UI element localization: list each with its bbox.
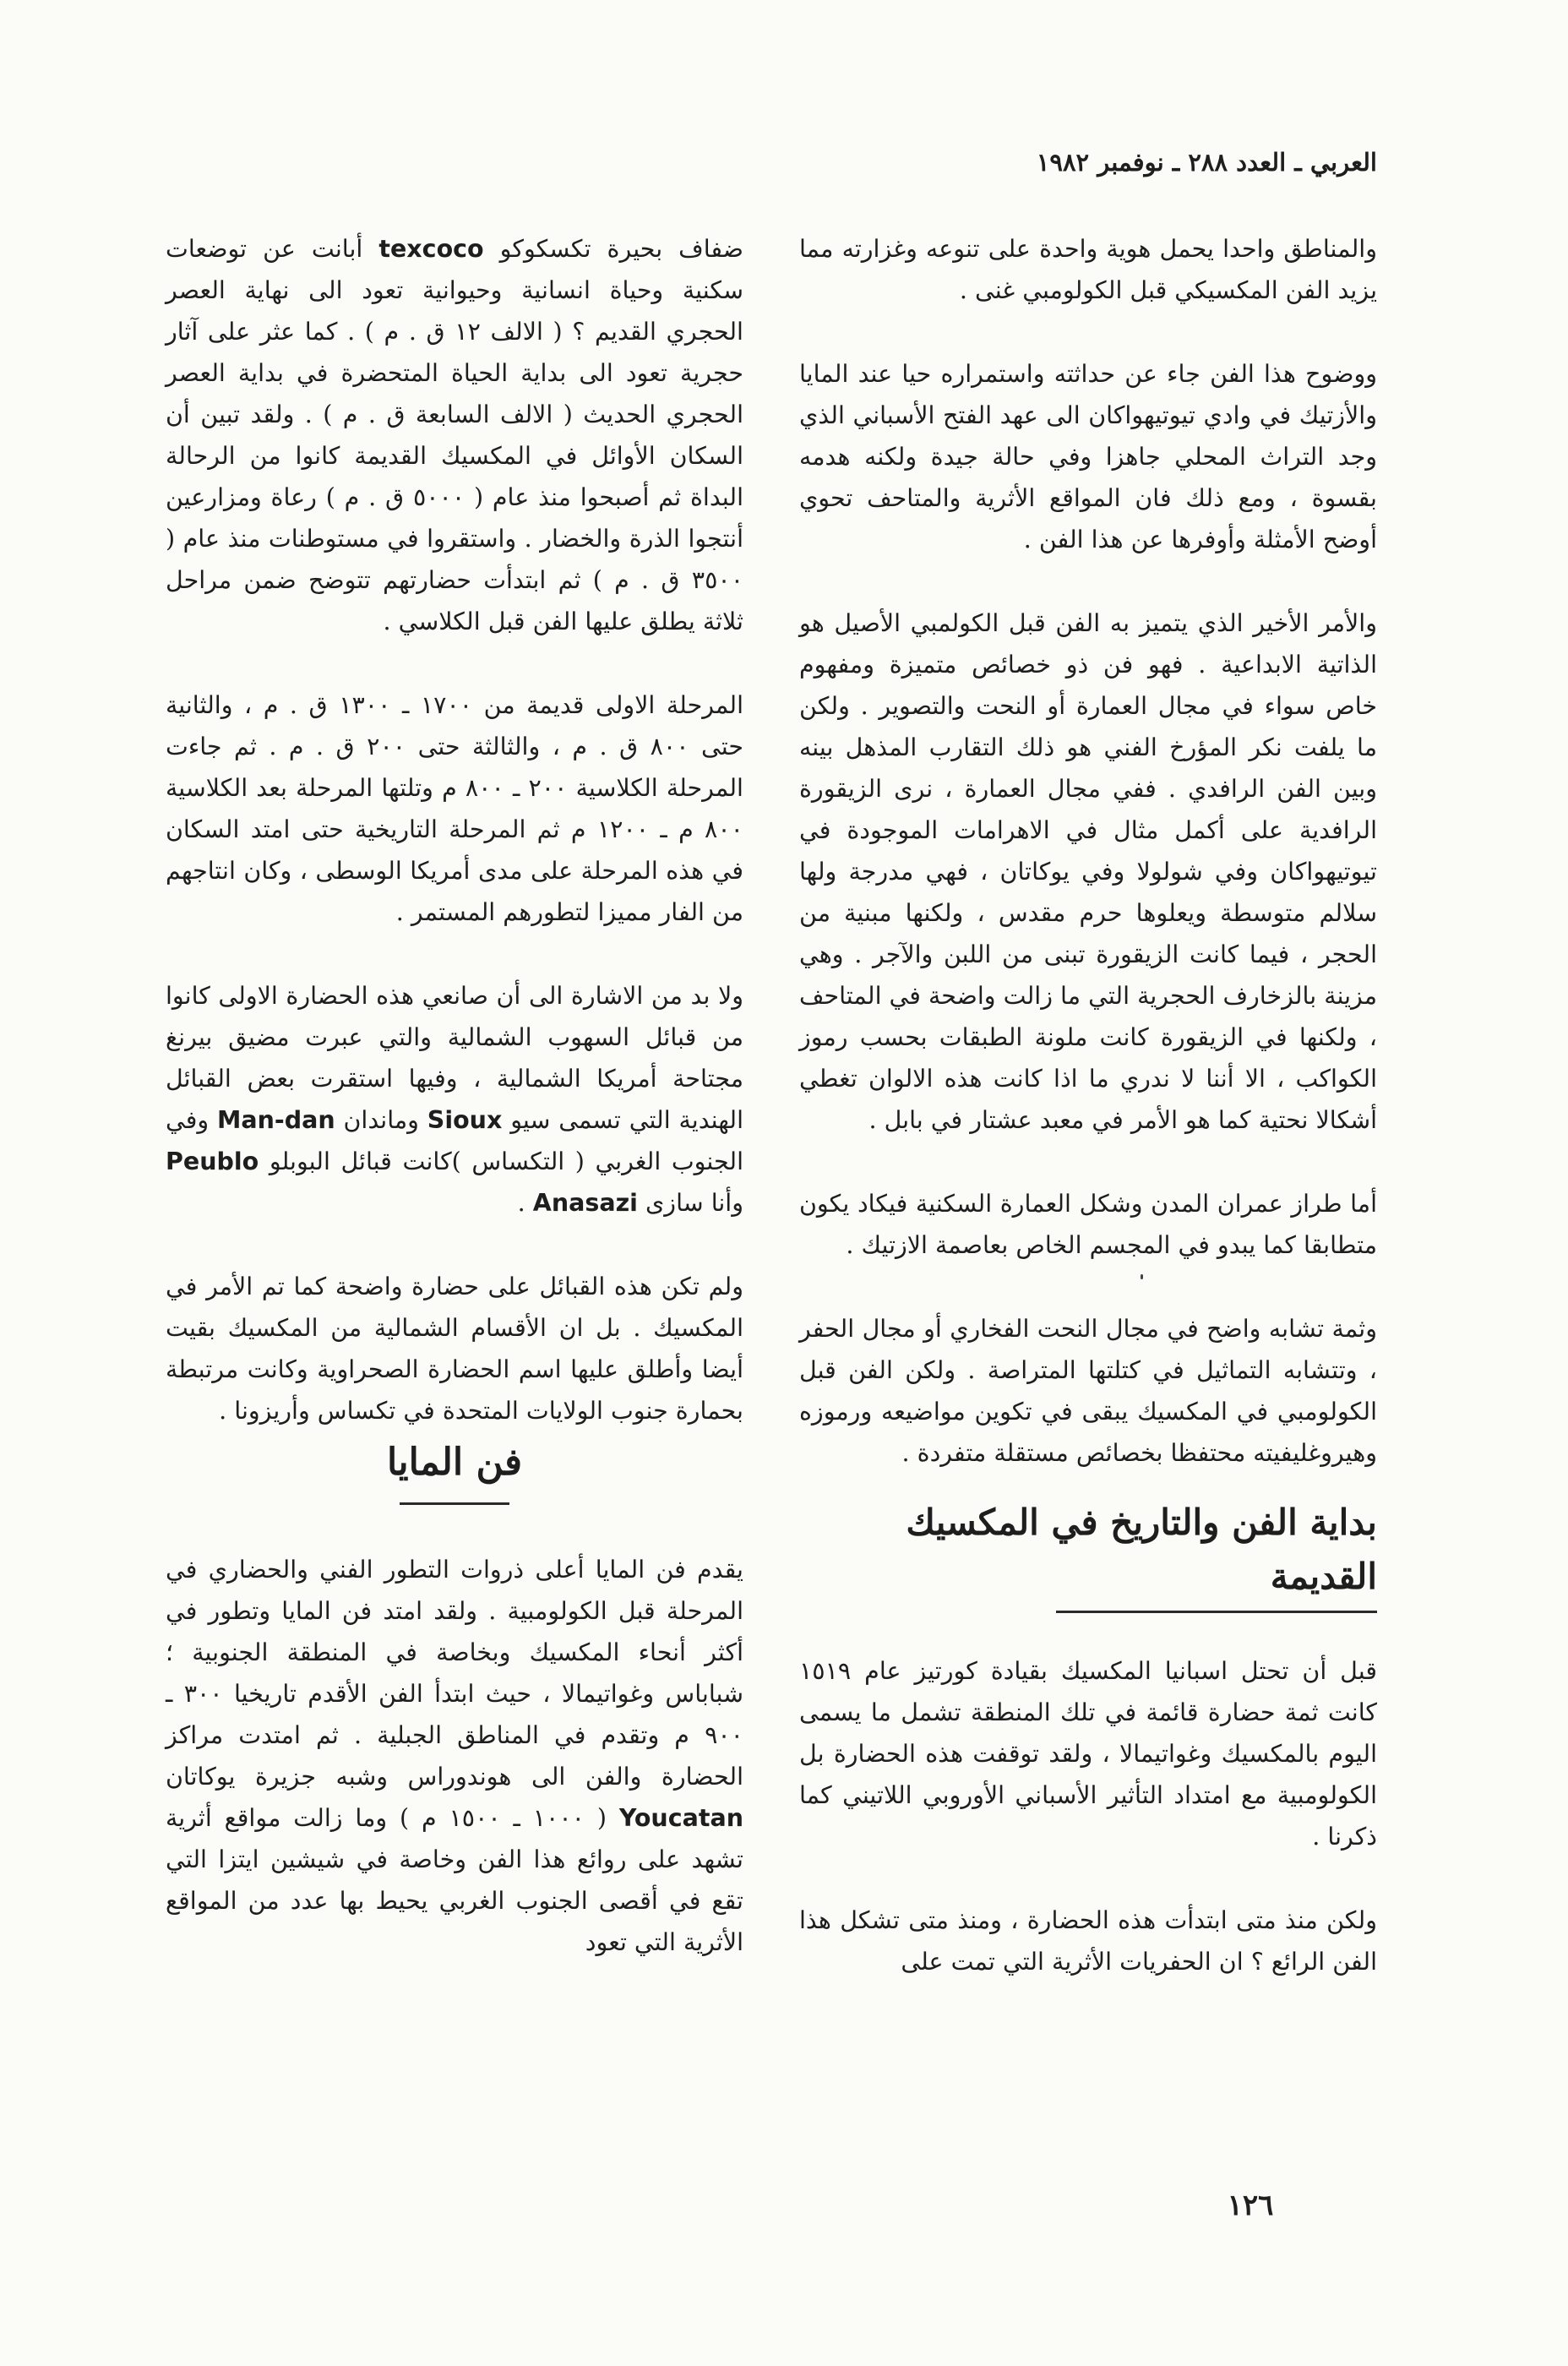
latin-term: texcoco	[378, 235, 484, 263]
section-heading: فن المايا	[387, 1441, 522, 1484]
paragraph: والمناطق واحدا يحمل هوية واحدة على تنوعه وغزارته مما يزيد الفن المكسيكي قبل الكولومبي غنى .	[799, 235, 1377, 304]
left-column	[166, 228, 743, 1963]
right-column	[799, 228, 1377, 1982]
page-number: ١٢٦	[1227, 2189, 1274, 2222]
paragraph: ضفاف بحيرة تكسكوكو texcoco أبانت عن توضعات سكنية وحياة انسانية وحيوانية تعود الى نهاية العصر الحجري القديم ؟ ( الالف ١٢ ق . م ) . كما عثر على آثار حجرية تعود الى بداية الحياة المتحضرة في بداية العصر الحجري الحديث ( الالف السابعة ق . م ) . ولقد تبين أن السكان الأوائل في المكسيك القديمة كانوا من الرحالة البداة ثم أصبحوا منذ عام ( ٥٠٠٠ ق . م ) رعاة ومزارعين أنتجوا الذرة والخضار . واستقروا في مستوطنات منذ عام ( ٣٥٠٠ ق . م ) ثم ابتدأت حضارتهم تتوضح ضمن مراحل ثلاثة يطلق عليها الفن قبل الكلاسي .	[166, 235, 743, 635]
paragraph: يقدم فن المايا أعلى ذروات التطور الفني والحضاري في المرحلة قبل الكولومبية . ولقد امتد فن المايا وتطور في أكثر أنحاء المكسيك وبخاصة في المنطقة الجنوبية ؛ شباباس وغواتيمالا ، حيث ابتدأ الفن الأقدم تاريخيا ٣٠٠ ـ ٩٠٠ م وتقدم في المناطق الجبلية . ثم امتدت مراكز الحضارة والفن الى هوندوراس وشبه جزيرة يوكاتان Youcatan ( ١٠٠٠ ـ ١٥٠٠ م ) وما زالت مواقع أثرية تشهد على روائع هذا الفن وخاصة في شيشين ايتزا التي تقع في أقصى الجنوب الغربي يحيط بها عدد من المواقع الأثرية التي تعود	[166, 1556, 743, 1956]
paragraph: ووضوح هذا الفن جاء عن حداثته واستمراره حيا عند المايا والأزتيك في وادي تيوتيهواكان الى عهد الفتح الأسباني الذي وجد التراث المحلي جاهزا وفي حالة جيدة ولكنه هدمه بقسوة ، ومع ذلك فان المواقع الأثرية والمتاحف تحوي أوضح الأمثلة وأوفرها عن هذا الفن .	[799, 360, 1377, 553]
running-header: العربي ـ العدد ٢٨٨ ـ نوفمبر ١٩٨٢	[1036, 148, 1377, 177]
paragraph: ولا بد من الاشارة الى أن صانعي هذه الحضارة الاولى كانوا من قبائل السهوب الشمالية والتي عبرت مضيق بيرنغ مجتاحة أمريكا الشمالية ، وفيها استقرت بعض القبائل الهندية التي تسمى سيو Sioux وماندان Man-dan وفي الجنوب الغربي ( التكساس )كانت قبائل البوبلو Peublo وأنا سازى Anasazi .	[166, 982, 744, 1217]
latin-term: Anasazi	[532, 1189, 638, 1217]
paragraph: قبل أن تحتل اسبانيا المكسيك بقيادة كورتيز عام ١٥١٩ كانت ثمة حضارة قائمة في تلك المنطقة تشمل ما يسمى اليوم بالمكسيك وغواتيمالا ، ولقد توقفت هذه الحضارة بل الكولومبية مع امتداد التأثير الأسباني الأوروبي اللاتيني كما ذكرنا .	[799, 1657, 1377, 1851]
paragraph: ولكن منذ متى ابتدأت هذه الحضارة ، ومنذ متى تشكل هذا الفن الرائع ؟ ان الحفريات الأثرية التي تمت على	[799, 1906, 1377, 1976]
section-heading: بداية الفن والتاريخ في المكسيك القديمة	[906, 1502, 1377, 1597]
latin-term: Youcatan	[618, 1804, 743, 1832]
latin-term: Sioux	[427, 1106, 503, 1134]
heading-divider	[400, 1502, 509, 1505]
paragraph: المرحلة الاولى قديمة من ١٧٠٠ ـ ١٣٠٠ ق . م ، والثانية حتى ٨٠٠ ق . م ، والثالثة حتى ٢٠٠ ق . م . ثم جاءت المرحلة الكلاسية ٢٠٠ ـ ٨٠٠ م وتلتها المرحلة بعد الكلاسية ٨٠٠ م ـ ١٢٠٠ م ثم المرحلة التاريخية حتى امتد السكان في هذه المرحلة على مدى أمريكا الوسطى ، وكان انتاجهم من الفار مميزا لتطورهم المستمر .	[166, 691, 743, 926]
paragraph: وثمة تشابه واضح في مجال النحت الفخاري أو مجال الحفر ، وتتشابه التماثيل في كتلتها المتراصة . ولكن الفن قبل الكولومبي في المكسيك يبقى في تكوين مواضيعه ورموزه وهيروغليفيته محتفظا بخصائص مستقلة متفردة .	[799, 1315, 1377, 1467]
latin-term: Peublo	[166, 1148, 259, 1175]
paragraph: والأمر الأخير الذي يتميز به الفن قبل الكولمبي الأصيل هو الذاتية الابداعية . فهو فن ذو خصائص متميزة ومفهوم خاص سواء في مجال العمارة أو النحت والتصوير . ولكن ما يلفت نكر المؤرخ الفني هو ذلك التقارب المذهل بينه وبين الفن الرافدي . ففي مجال العمارة ، نرى الزيقورة الرافدية على أكمل مثال في الاهرامات الموجودة في تيوتيهواكان وفي شولولا وفي يوكاتان ، فهي مدرجة ولها سلالم متوسطة ويعلوها حرم مقدس ، ولكنها مبنية من الحجر ، فيما كانت الزيقورة تبنى من اللبن والآجر . وهي مزينة بالزخارف الحجرية التي ما زالت واضحة في المتاحف ، ولكنها في الزيقورة كانت ملونة الطبقات بحسب رموز الكواكب ، الا أننا لا ندري ما اذا كانت هذه الالوان تغطي أشكالا نحتية كما هو الأمر في معبد عشتار في بابل .	[799, 609, 1377, 1134]
heading-divider	[1056, 1611, 1377, 1613]
paragraph: ولم تكن هذه القبائل على حضارة واضحة كما تم الأمر في المكسيك . بل ان الأقسام الشمالية من المكسيك بقيت أيضا وأطلق عليها اسم الحضارة الصحراوية وكانت مرتبطة بحمارة جنوب الولايات المتحدة في تكساس وأريزونا .	[166, 1273, 743, 1425]
print-speck	[1141, 1274, 1143, 1279]
latin-term: Man-dan	[217, 1106, 335, 1134]
paragraph: أما طراز عمران المدن وشكل العمارة السكنية فيكاد يكون متطابقا كما يبدو في المجسم الخاص بعاصمة الازتيك .	[799, 1190, 1377, 1259]
